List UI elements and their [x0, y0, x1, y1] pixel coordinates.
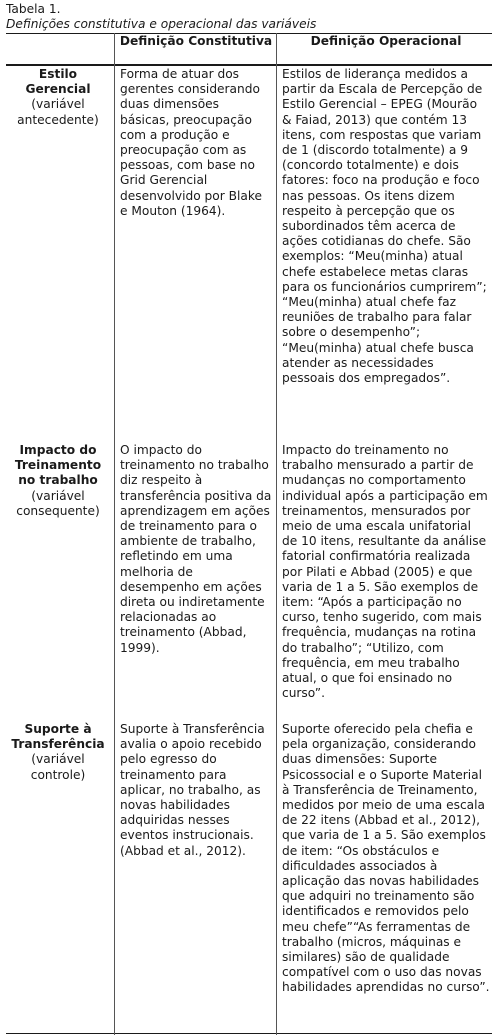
table-title: Definições constitutiva e operacional das variáveis: [6, 17, 317, 31]
header-constitutiva: Definição Constitutiva: [119, 34, 273, 48]
row-variable: [6, 67, 110, 128]
definition-operacional: Suporte oferecido pela chefia e pela organização, considerando duas dimensões: Suporte Psicossocial e o Suporte Material à Transferência de Treinamento, medidos por meio de uma escala de 22 itens (Abbad et al., 2012), que varia de 1 a 5. São exemplos de item: “Os obstáculos e dificuldades associados à aplicação das novas habilidades que adquiri no treinamento são identificados e removidos pelo meu chefe”“As ferramentas de trabalho (micros, máquinas e similares) são de qualidade compatível com o uso das novas habilidades aprendidas no curso”.: [282, 722, 490, 995]
variable-role: (variável antecedente): [17, 97, 99, 127]
variable-role: (variável controle): [30, 752, 86, 782]
header-rule: [6, 64, 492, 66]
column-divider: [276, 33, 277, 1035]
table-label: Tabela 1.: [6, 2, 61, 16]
table-caption: [6, 2, 494, 32]
definition-constitutiva: Forma de atuar dos gerentes considerando duas dimensões básicas, preocupação com a produção e preocupação com as pessoas, com base no Grid Gerencial desenvolvido por Blake e Mouton (1964).: [120, 67, 262, 218]
definition-operacional: Impacto do treinamento no trabalho mensurado a partir de mudanças no comportamento individual após a participação em treinamentos, mensurados por meio de uma escala unifatorial de 10 itens, resultante da análise fatorial confirmatória realizada por Pilati e Abbad (2005) e que varia de 1 a 5. São exemplos de item: “Após a participação no curso, tenho sugerido, com mais frequência, mudanças na rotina do trabalho”; “Utilizo, com frequência, em meu trabalho atual, o que foi ensinado no curso”.: [282, 443, 488, 701]
variable-name: Impacto do Treinamento no trabalho: [14, 443, 102, 488]
variable-name: Estilo Gerencial: [25, 67, 91, 97]
row-variable: [6, 443, 110, 519]
column-divider: [114, 33, 115, 1035]
variable-role: (variável consequente): [16, 488, 100, 518]
header-operacional: Definição Operacional: [310, 34, 462, 48]
definition-operacional: Estilos de liderança medidos a partir da Escala de Percepção de Estilo Gerencial – EPEG (Mourão & Faiad, 2013) que contém 13 itens, com respostas que variam de 1 (discordo totalmente) a 9 (concordo totalmente) e dois fatores: foco na produção e foco nas pessoas. Os itens dizem respeito à percepção que os subordinados têm acerca de ações cotidianas do chefe. São exemplos: “Meu(minha) atual chefe estabelece metas claras para os funcionários cumprirem”; “Meu(minha) atual chefe faz reuniões de trabalho para falar sobre o desempenho”; “Meu(minha) atual chefe busca atender as necessidades pessoais dos empregados”.: [282, 67, 487, 386]
variable-name: Suporte à Transferência: [11, 722, 105, 752]
definition-constitutiva: Suporte à Transferência avalia o apoio recebido pelo egresso do treinamento para aplicar, no trabalho, as novas habilidades adquiridas nesses eventos instrucionais. (Abbad et al., 2012).: [120, 722, 265, 858]
row-variable: [6, 722, 110, 783]
bottom-rule: [6, 1033, 492, 1034]
definition-constitutiva: O impacto do treinamento no trabalho diz respeito à transferência positiva da aprendizagem em ações de treinamento para o ambiente de trabalho, refletindo em uma melhoria de desempenho em ações direta ou indiretamente relacionadas ao treinamento (Abbad, 1999).: [120, 443, 272, 655]
